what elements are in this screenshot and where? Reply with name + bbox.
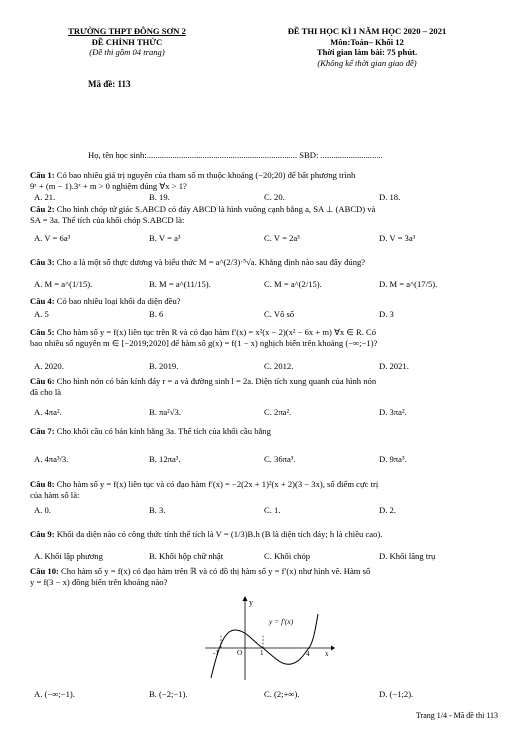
option-a[interactable]: A. 4πa². — [34, 407, 62, 417]
options-8 — [34, 505, 494, 516]
curve-label: y = f′(x) — [269, 617, 294, 626]
option-d[interactable]: D. 9πa³. — [379, 454, 407, 464]
origin-label: O — [237, 649, 243, 657]
question-number: Câu 5: — [30, 327, 55, 337]
question-5 — [30, 327, 494, 348]
header-left — [52, 26, 202, 58]
options-9 — [34, 551, 494, 562]
question-text: Khối đa diện nào có công thức tính thể tích là V = (1/3)B.h (B là diện tích đáy; h là chiều cao). — [56, 529, 383, 539]
option-a[interactable]: A. 0. — [34, 505, 51, 515]
question-4 — [30, 296, 494, 307]
options-7 — [34, 454, 494, 465]
tick-label: 4 — [306, 650, 310, 658]
option-c[interactable]: C. 36πa³. — [264, 454, 296, 464]
option-d[interactable]: D. 18. — [379, 192, 401, 202]
option-b[interactable]: B. 2019. — [149, 361, 179, 371]
question-number: Câu 7: — [30, 426, 55, 436]
option-b[interactable]: B. 3. — [149, 505, 166, 515]
option-a[interactable]: A. Khối lập phương — [34, 551, 103, 561]
question-number: Câu 9: — [30, 529, 55, 539]
option-d[interactable]: D. 2. — [379, 505, 396, 515]
question-number: Câu 4: — [30, 296, 55, 306]
question-6 — [30, 376, 494, 397]
option-c[interactable]: C. (2;+∞). — [264, 689, 300, 699]
tick-label: 1 — [260, 649, 264, 657]
option-d[interactable]: D. Khối lăng trụ — [379, 551, 436, 561]
question-text-2: y = f(3 − x) đồng biến trên khoảng nào? — [30, 576, 168, 587]
option-d[interactable]: D. (−1;2). — [379, 689, 414, 699]
question-3 — [30, 257, 494, 268]
question-text: Cho hình nón có bán kính đáy r = a và đường sinh l = 2a. Diện tích xung quanh của hình nón — [56, 376, 377, 386]
option-d[interactable]: D. M = a^(17/5). — [379, 279, 438, 289]
question-text: Có bao nhiêu loại khối đa diện đều? — [56, 296, 181, 306]
option-b[interactable]: B. V = a³ — [149, 233, 181, 243]
option-d[interactable]: D. 3 — [379, 309, 394, 319]
options-4 — [34, 309, 494, 320]
derivative-graph — [205, 594, 335, 680]
option-a[interactable]: A. (−∞;−1). — [34, 689, 75, 699]
option-a[interactable]: A. V = 6a³ — [34, 233, 71, 243]
options-5 — [34, 361, 494, 372]
page-footer: Trang 1/4 - Mã đề thi 113 — [415, 711, 498, 720]
option-c[interactable]: C. 1. — [264, 505, 281, 515]
options-2 — [34, 233, 494, 244]
options-6 — [34, 407, 494, 418]
official-label: ĐỀ CHÍNH THỨC — [91, 36, 163, 47]
exam-title: ĐỀ THI HỌC KÌ I NĂM HỌC 2020 – 2021 — [287, 26, 447, 36]
option-b[interactable]: B. 12πa³. — [149, 454, 181, 464]
question-text-2: đã cho là — [30, 386, 62, 397]
option-c[interactable]: C. V = 2a³ — [264, 233, 300, 243]
option-a[interactable]: A. 2020. — [34, 361, 64, 371]
question-text-2: 9ˣ + (m − 1).3ˣ + m > 0 nghiệm đúng ∀x > 1? — [30, 180, 187, 191]
student-info: Họ, tên học sinh:...................................................................... SBD: ............................. — [88, 150, 383, 160]
options-3 — [34, 279, 494, 290]
y-axis-label: y — [249, 598, 253, 607]
question-number: Câu 1: — [30, 170, 55, 180]
header-right — [262, 26, 472, 69]
question-text-2: bao nhiêu số nguyên m ∈ [−2019;2020] để hàm số g(x) = f(1 − x) nghịch biến trên khoảng (−∞;−1)? — [30, 337, 378, 348]
option-b[interactable]: B. 6 — [149, 309, 164, 319]
x-axis-label: x — [325, 650, 329, 658]
school-name: TRƯỜNG THPT ĐÔNG SƠN 2 — [68, 26, 186, 36]
option-b[interactable]: B. 19. — [149, 192, 170, 202]
option-b[interactable]: B. M = a^(11/15). — [149, 279, 211, 289]
y-axis-arrow-icon — [243, 596, 248, 601]
option-c[interactable]: C. 20. — [264, 192, 285, 202]
question-number: Câu 6: — [30, 376, 55, 386]
option-c[interactable]: C. M = a^(2/15). — [264, 279, 322, 289]
options-10 — [34, 689, 494, 700]
tick-label: -1 — [213, 649, 219, 657]
question-1 — [30, 170, 494, 191]
x-axis-arrow-icon — [331, 646, 335, 651]
option-c[interactable]: C. 2πa². — [264, 407, 292, 417]
time-line: Thời gian làm bài: 75 phút. — [316, 47, 418, 58]
question-number: Câu 8: — [30, 479, 55, 489]
exam-code: Mã đề: 113 — [88, 79, 131, 89]
option-c[interactable]: C. Vô số — [264, 309, 295, 319]
question-text: Cho khối cầu có bán kính bằng 3a. Thể tích của khối cầu bằng — [56, 426, 271, 436]
option-d[interactable]: D. 2021. — [379, 361, 409, 371]
question-text: Có bao nhiêu giá trị nguyên của tham số m thuộc khoảng (−20;20) để bất phương trình — [56, 170, 356, 180]
question-text: Cho hàm số y = f(x) liên tục và có đạo hàm f′(x) = −2(2x + 1)²(x + 2)(3 − 3x), số điểm cực trị — [56, 479, 379, 489]
question-text-2: SA = 3a. Thể tích của khối chóp S.ABCD là: — [30, 214, 185, 225]
option-c[interactable]: C. Khối chóp — [264, 551, 311, 561]
option-a[interactable]: A. 5 — [34, 309, 49, 319]
time-note: (Không kể thời gian giao đề) — [317, 58, 417, 69]
option-b[interactable]: B. (−2;−1). — [149, 689, 188, 699]
question-text: Cho hình chóp tứ giác S.ABCD có đáy ABCD là hình vuông cạnh bằng a, SA ⊥ (ABCD) và — [56, 204, 376, 214]
question-2 — [30, 204, 494, 225]
question-text: Cho hàm số y = f(x) liên tục trên R và có đạo hàm f′(x) = x²(x − 2)(x² − 6x + m) ∀x ∈ R. Có — [56, 327, 377, 337]
option-a[interactable]: A. M = a^(1/15). — [34, 279, 93, 289]
question-number: Câu 3: — [30, 257, 55, 267]
question-number: Câu 10: — [30, 566, 59, 576]
page-count: (Đề thi gồm 04 trang) — [89, 47, 165, 58]
option-a[interactable]: A. 21. — [34, 192, 56, 202]
question-text: Cho a là một số thực dương và biểu thức M = a^(2/3)·⁵√a. Khẳng định nào sau đây đúng? — [56, 257, 366, 267]
question-7 — [30, 426, 494, 437]
question-8 — [30, 479, 494, 500]
option-d[interactable]: D. V = 3a³ — [379, 233, 416, 243]
option-d[interactable]: D. 3πa². — [379, 407, 407, 417]
option-a[interactable]: A. 4πa³/3. — [34, 454, 69, 464]
question-10 — [30, 566, 494, 587]
options-1 — [34, 192, 494, 203]
subject-line: Môn:Toán– Khối 12 — [330, 36, 404, 47]
option-b[interactable]: B. πa²√3. — [149, 407, 181, 417]
question-9 — [30, 529, 494, 540]
option-b[interactable]: B. Khối hộp chữ nhật — [149, 551, 224, 561]
question-text: Cho hàm số y = f(x) có đạo hàm trên ℝ và có đồ thị hàm số y = f′(x) như hình vẽ. Hàm số — [61, 566, 371, 576]
option-c[interactable]: C. 2012. — [264, 361, 294, 371]
derivative-curve — [211, 614, 318, 678]
question-text-2: của hàm số là: — [30, 489, 80, 500]
question-number: Câu 2: — [30, 204, 55, 214]
